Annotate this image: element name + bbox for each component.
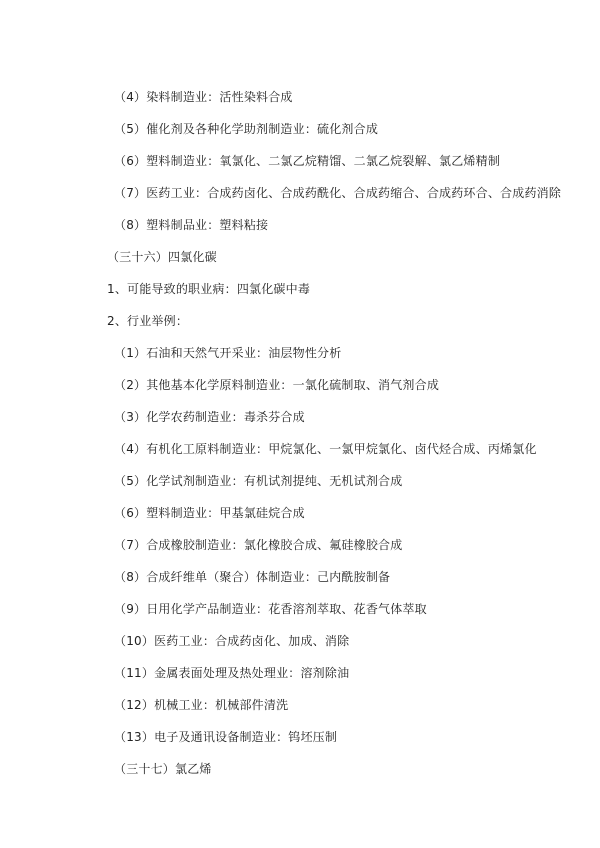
section-heading-37: （三十七）氯乙烯: [114, 762, 212, 776]
list-item: （6）塑料制造业：甲基氯硅烷合成: [114, 506, 305, 520]
item-8-plastic-products: （8）塑料制品业：塑料粘接: [114, 218, 269, 232]
list-item: （4）有机化工原料制造业：甲烷氯化、一氯甲烷氯化、卤代烃合成、丙烯氯化: [114, 442, 537, 456]
list-item: （12）机械工业：机械部件清洗: [114, 698, 289, 712]
list-item: （7）合成橡胶制造业：氯化橡胶合成、氟硅橡胶合成: [114, 538, 403, 552]
list-item: （10）医药工业：合成药卤化、加成、消除: [114, 634, 350, 648]
item-5-catalyst-manufacturing: （5）催化剂及各种化学助剂制造业：硫化剂合成: [114, 122, 379, 136]
industry-examples-heading: 2、行业举例：: [107, 314, 189, 328]
list-item: （11）金属表面处理及热处理业：溶剂除油: [114, 666, 350, 680]
list-item: （2）其他基本化学原料制造业：一氯化硫制取、消气剂合成: [114, 378, 440, 392]
list-item: （1）石油和天然气开采业：油层物性分析: [114, 346, 342, 360]
section-heading-36: （三十六）四氯化碳: [107, 250, 217, 264]
list-item: （13）电子及通讯设备制造业：钨坯压制: [114, 730, 338, 744]
list-item: （5）化学试剂制造业：有机试剂提纯、无机试剂合成: [114, 474, 403, 488]
item-6-plastics-manufacturing: （6）塑料制造业：氧氯化、二氯乙烷精馏、二氯乙烷裂解、氯乙烯精制: [114, 154, 501, 168]
list-item: （3）化学农药制造业：毒杀芬合成: [114, 410, 305, 424]
occupational-disease-line: 1、可能导致的职业病：四氯化碳中毒: [107, 282, 311, 296]
item-7-pharmaceutical-industry: （7）医药工业：合成药卤化、合成药酰化、合成药缩合、合成药环合、合成药消除: [114, 186, 562, 200]
item-4-dye-manufacturing: （4）染料制造业：活性染料合成: [114, 90, 293, 104]
list-item: （9）日用化学产品制造业：花香溶剂萃取、花香气体萃取: [114, 602, 427, 616]
list-item: （8）合成纤维单（聚合）体制造业：己内酰胺制备: [114, 570, 391, 584]
